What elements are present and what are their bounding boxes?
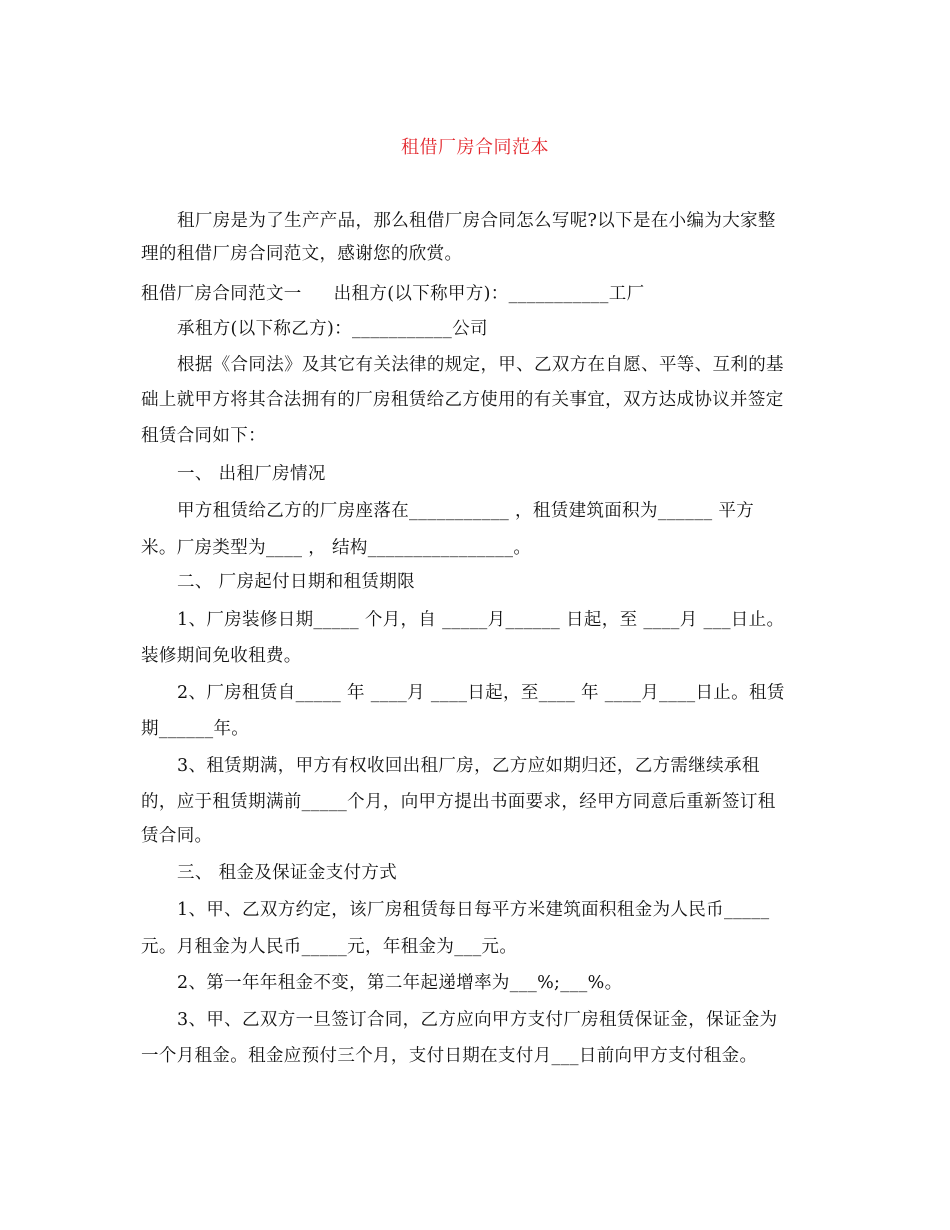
paragraph-line: 2、第一年年租金不变，第二年起递增率为___%;___%。	[177, 973, 623, 993]
paragraph-line: 甲方租赁给乙方的厂房座落在___________ ，租赁建筑面积为______ 平方	[177, 501, 755, 521]
paragraph-line	[141, 282, 644, 306]
document-title: 租借厂房合同范本	[401, 137, 549, 158]
paragraph-line: 元。月租金为人民币_____元，年租金为___元。	[141, 937, 518, 957]
paragraph-line: 根据《合同法》及其它有关法律的规定，甲、乙双方在自愿、平等、互利的基	[177, 355, 784, 375]
paragraph-line: 租赁合同如下：	[141, 426, 266, 446]
paragraph-line: 租厂房是为了生产产品，那么租借厂房合同怎么写呢?以下是在小编为大家整	[177, 211, 776, 231]
paragraph-line: 2、厂房租赁自_____ 年 ____月 ____日起，至____ 年 ____月____日止。租赁	[177, 683, 785, 703]
paragraph-line: 理的租借厂房合同范文，感谢您的欣赏。	[141, 244, 463, 264]
lessee-line: 承租方(以下称乙方)：___________公司	[177, 319, 488, 339]
paragraph-line: 3、甲、乙双方一旦签订合同，乙方应向甲方支付厂房租赁保证金，保证金为	[177, 1010, 778, 1030]
paragraph-line: 装修期间免收租费。	[141, 646, 302, 666]
section-heading: 一、 出租厂房情况	[177, 464, 326, 484]
lessor-line: 出租方(以下称甲方)：___________工厂	[333, 284, 645, 304]
paragraph-line: 础上就甲方将其合法拥有的厂房租赁给乙方使用的有关事宜，双方达成协议并签定	[141, 390, 784, 410]
paragraph-line: 1、厂房装修日期_____ 个月，自 _____月______ 日起，至 ____月 ___日止。	[177, 610, 785, 630]
paragraph-line: 赁合同。	[141, 826, 213, 846]
paragraph-line: 1、甲、乙双方约定，该厂房租赁每日每平方米建筑面积租金为人民币_____	[177, 900, 770, 920]
section-heading: 二、 厂房起付日期和租赁期限	[177, 572, 415, 592]
paragraph-line: 的，应于租赁期满前_____个月，向甲方提出书面要求，经甲方同意后重新签订租	[141, 792, 776, 812]
section-heading-text: 租借厂房合同范文一	[141, 284, 302, 304]
paragraph-line: 3、租赁期满，甲方有权收回出租厂房，乙方应如期归还，乙方需继续承租	[177, 756, 760, 776]
paragraph-line: 期______年。	[141, 719, 250, 739]
section-heading: 三、 租金及保证金支付方式	[177, 863, 398, 883]
paragraph-line: 米。厂房类型为____ ， 结构________________。	[141, 538, 532, 558]
paragraph-line: 一个月租金。租金应预付三个月，支付日期在支付月___日前向甲方支付租金。	[141, 1046, 758, 1066]
